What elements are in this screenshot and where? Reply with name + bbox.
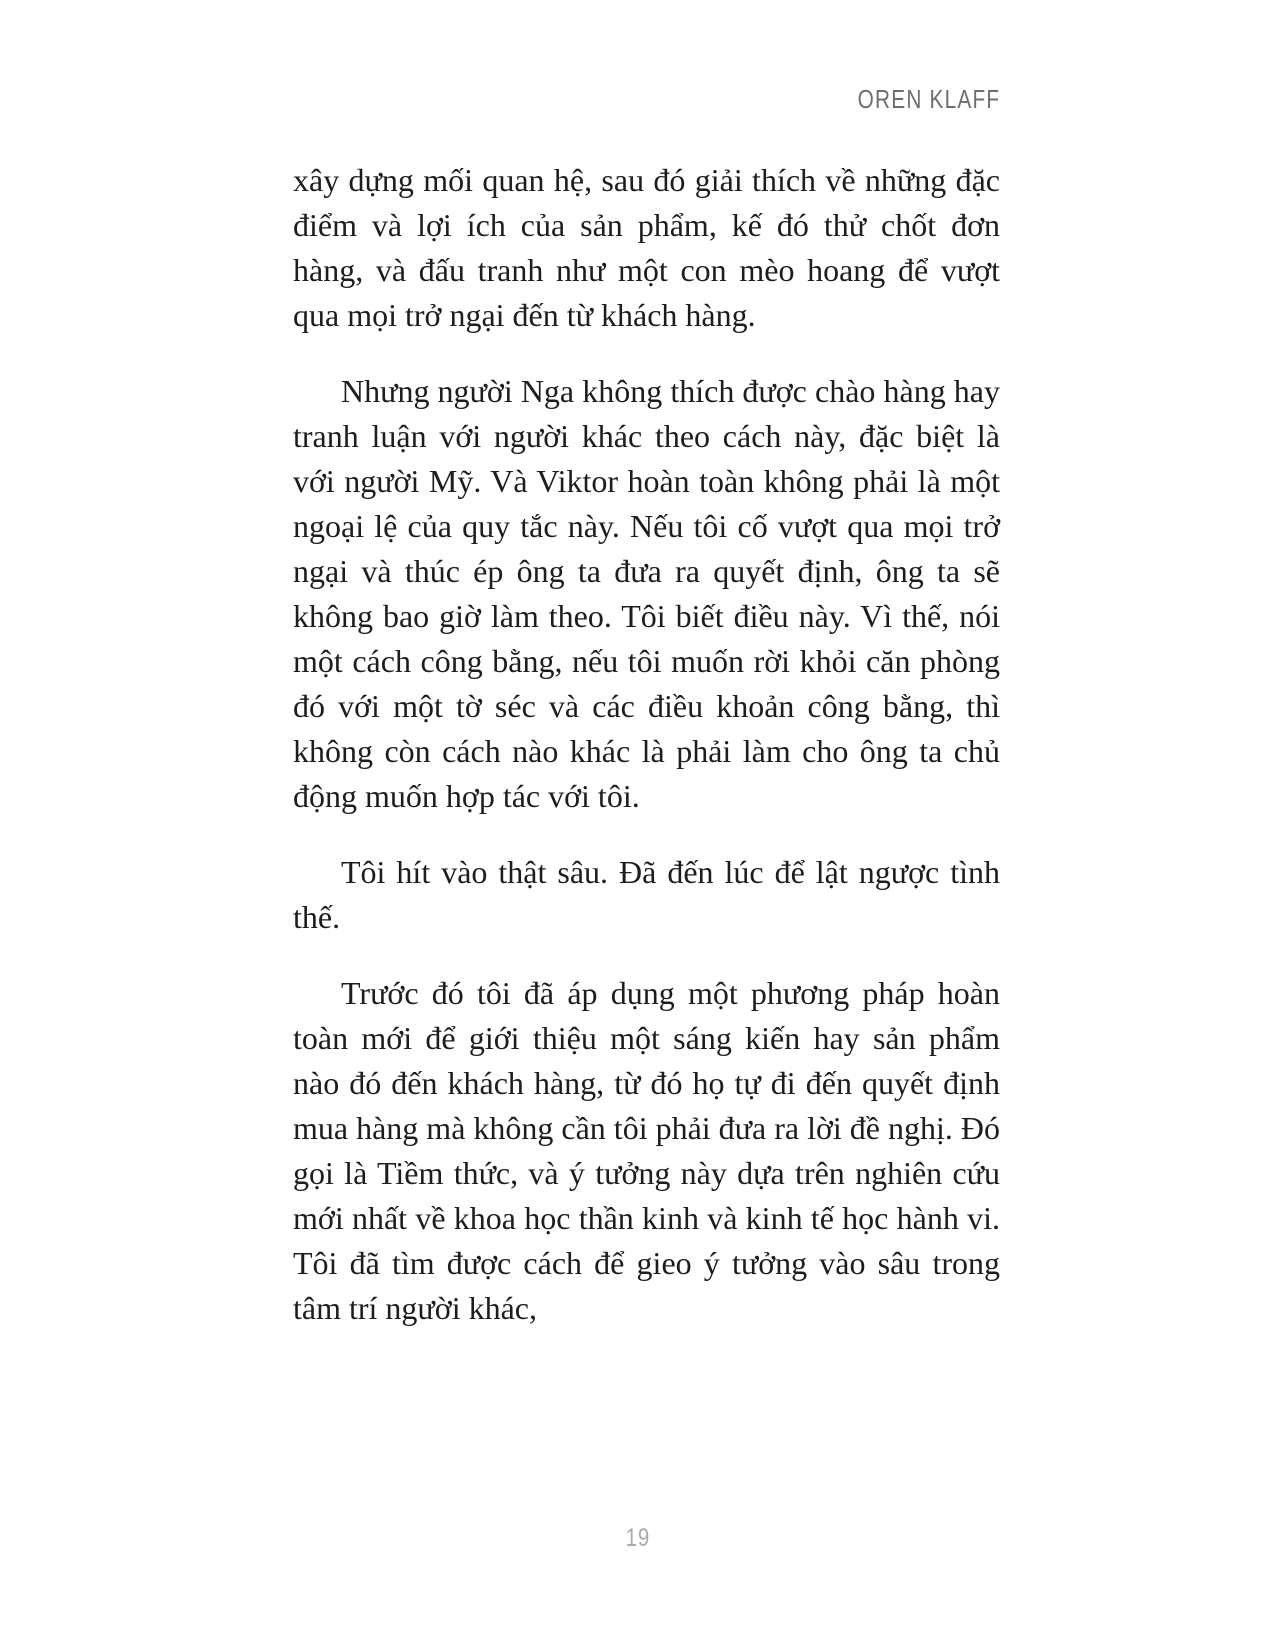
paragraph: Nhưng người Nga không thích được chào hàng hay tranh luận với người khác theo cách này, đặc biệt là với người Mỹ. Và Viktor hoàn toàn không phải là một ngoại lệ của quy tắc này. Nếu tôi cố vượt qua mọi trở ngại và thúc ép ông ta đưa ra quyết định, ông ta sẽ không bao giờ làm theo. Tôi biết điều này. Vì thế, nói một cách công bằng, nếu tôi muốn rời khỏi căn phòng đó với một tờ séc và các điều khoản công bằng, thì không còn cách nào khác là phải làm cho ông ta chủ động muốn hợp tác với tôi. [293, 373, 1000, 814]
running-header-author: OREN KLAFF [857, 84, 1000, 114]
page-body [293, 158, 1000, 1362]
paragraph: xây dựng mối quan hệ, sau đó giải thích về những đặc điểm và lợi ích của sản phẩm, kế đó thử chốt đơn hàng, và đấu tranh như một con mèo hoang để vượt qua mọi trở ngại đến từ khách hàng. [293, 162, 1000, 333]
paragraph: Trước đó tôi đã áp dụng một phương pháp hoàn toàn mới để giới thiệu một sáng kiến hay sản phẩm nào đó đến khách hàng, từ đó họ tự đi đến quyết định mua hàng mà không cần tôi phải đưa ra lời đề nghị. Đó gọi là Tiềm thức, và ý tưởng này dựa trên nghiên cứu mới nhất về khoa học thần kinh và kinh tế học hành vi. Tôi đã tìm được cách để gieo ý tưởng vào sâu trong tâm trí người khác, [293, 975, 1000, 1326]
page-number-value: 19 [625, 1524, 650, 1552]
paragraph: Tôi hít vào thật sâu. Đã đến lúc để lật ngược tình thế. [293, 854, 1000, 935]
page-number [0, 1524, 1275, 1553]
running-header [293, 84, 1000, 115]
